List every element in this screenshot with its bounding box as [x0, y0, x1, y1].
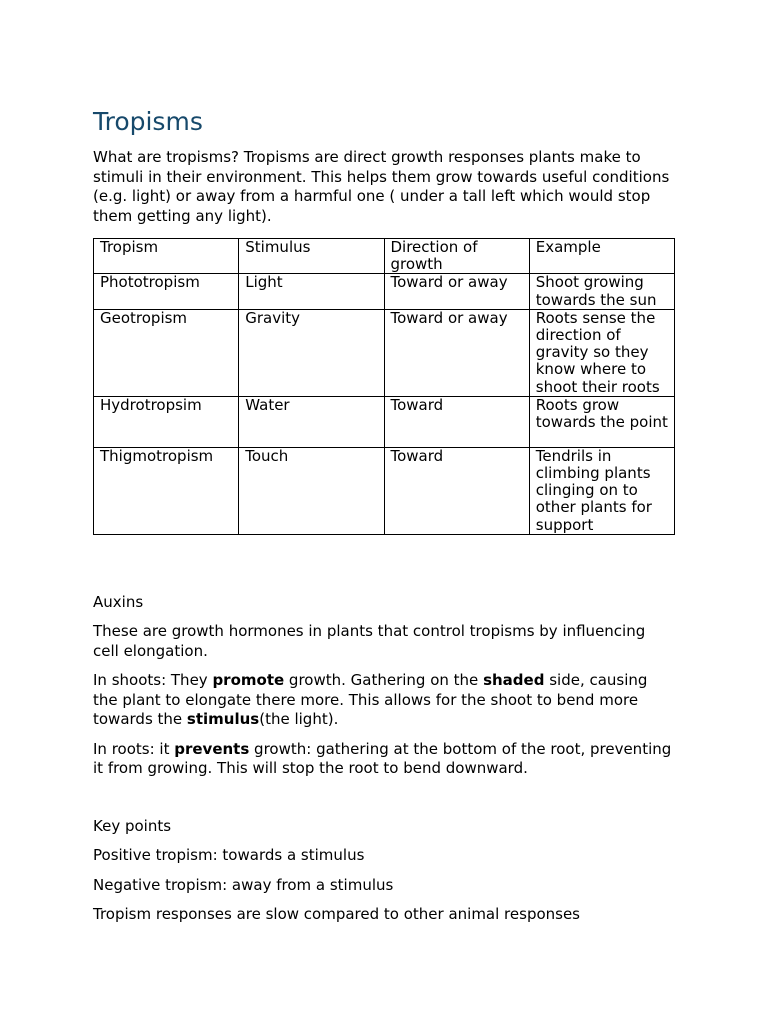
bold-term-promote: promote	[212, 671, 285, 690]
table-cell: Toward or away	[384, 274, 529, 309]
text-run: In shoots: They	[93, 671, 213, 690]
key-point-item: Positive tropism: towards a stimulus	[93, 846, 365, 865]
table-cell: Water	[239, 396, 384, 447]
table-row	[94, 396, 675, 447]
table-cell: Toward	[384, 396, 529, 447]
text-run: growth. Gathering on the	[284, 671, 484, 690]
table-cell: Toward or away	[384, 309, 529, 396]
bold-term-stimulus: stimulus	[186, 710, 260, 729]
table-cell: Toward	[384, 447, 529, 534]
header-cell: Stimulus	[239, 239, 384, 274]
table-cell: Roots grow towards the point	[529, 396, 674, 447]
intro-paragraph: What are tropisms? Tropisms are direct growth responses plants make to stimuli in their environment. This helps them grow towards useful conditions (e.g. light) or away from a harmful one ( under a tall left which would stop them getting any light).	[93, 148, 670, 225]
table-cell: Tendrils in climbing plants clinging on to other plants for support	[529, 447, 674, 534]
tropisms-table	[93, 238, 675, 535]
key-points-heading: Key points	[93, 816, 172, 835]
table-cell: Gravity	[239, 309, 384, 396]
bold-term-prevents: prevents	[174, 739, 250, 758]
table-row	[94, 447, 675, 534]
text-run: In roots: it	[93, 739, 175, 758]
text-run: growth: gathering at the bottom of the root, preventing it from growing. This will stop the root to bend downward.	[93, 739, 672, 778]
auxins-definition: These are growth hormones in plants that control tropisms by influencing cell elongation.	[93, 622, 646, 660]
header-cell: Tropism	[94, 239, 239, 274]
document-page	[93, 106, 675, 935]
header-cell: Example	[529, 239, 674, 274]
bold-term-shaded: shaded	[483, 671, 545, 690]
table-row	[94, 274, 675, 309]
auxins-roots-paragraph	[93, 740, 675, 779]
table-header-row	[94, 239, 675, 274]
table-cell: Hydrotropsim	[94, 396, 239, 447]
key-point-item: Tropism responses are slow compared to other animal responses	[93, 905, 581, 924]
key-point-item: Negative tropism: away from a stimulus	[93, 875, 394, 894]
page-title: Tropisms	[93, 107, 203, 136]
table-cell: Shoot growing towards the sun	[529, 274, 674, 309]
text-run: side, causing the plant to elongate there more. This allows for the shoot to bend more towards the	[93, 671, 648, 729]
text-run: (the light).	[259, 710, 339, 729]
auxins-heading: Auxins	[93, 592, 144, 611]
table-cell: Phototropism	[94, 274, 239, 309]
table-row	[94, 309, 675, 396]
table-cell: Thigmotropism	[94, 447, 239, 534]
header-cell: Direction of growth	[384, 239, 529, 274]
auxins-shoots-paragraph	[93, 671, 675, 730]
table-cell: Geotropism	[94, 309, 239, 396]
table-cell: Roots sense the direction of gravity so they know where to shoot their roots	[529, 309, 674, 396]
table-cell: Touch	[239, 447, 384, 534]
table-cell: Light	[239, 274, 384, 309]
